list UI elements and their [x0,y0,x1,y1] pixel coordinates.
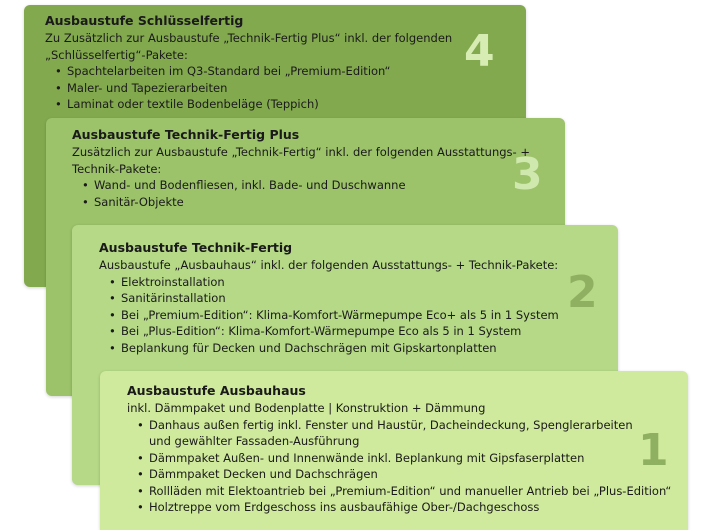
stage-content [72,126,530,210]
list-item: • Sanitär-Objekte [82,194,530,211]
stage-intro-line: „Schlüsselfertig“-Pakete: [45,47,188,62]
stage-item-list [72,177,530,210]
list-item: • Danhaus außen fertig inkl. Fenster und Haustür, Dacheindeckung, Spenglerarbeiten [137,417,671,434]
list-item: • Dämmpaket Decken und Dachschrägen [137,466,671,483]
list-item: • Holztreppe vom Erdgeschoss ins ausbaufähige Ober-/Dachgeschoss [137,499,671,516]
list-item: • Dämmpaket Außen- und Innenwände inkl. Beplankung mit Gipsfaserplatten [137,450,671,467]
stage-card-ausbauhaus [100,371,688,530]
list-item: • Rollläden mit Elektoantrieb bei „Premium-Edition“ und manueller Antrieb bei „Plus-Edition“ [137,483,671,500]
stage-content [99,239,559,356]
stage-content [45,12,452,113]
list-item: • Spachtelarbeiten im Q3-Standard bei „Premium-Edition“ [55,63,452,80]
stage-item-list [99,274,559,357]
list-item: • Bei „Plus-Edition“: Klima-Komfort-Wärmepumpe Eco als 5 in 1 System [109,323,559,340]
stage-title: Ausbaustufe Technik-Fertig [99,240,293,255]
list-item: • Sanitärinstallation [109,290,559,307]
stage-intro-line: Technik-Pakete: [72,161,162,176]
stage-intro-line: Zusätzlich zur Ausbaustufe „Technik-Fertig“ inkl. der folgenden Ausstattungs- + [72,145,530,159]
stage-item-list [127,417,671,516]
stage-title: Ausbaustufe Ausbauhaus [127,383,306,398]
stage-item-list [45,63,452,113]
stage-intro-line: Zu Zusätzlich zur Ausbaustufe „Technik-Fertig Plus“ inkl. der folgenden [45,31,453,45]
list-item: • Laminat oder textile Bodenbeläge (Teppich) [55,96,452,113]
stage-title: Ausbaustufe Schlüsselfertig [45,13,244,28]
stage-number: 2 [567,267,598,318]
list-item-continuation: und gewählter Fassaden-Ausführung [149,434,360,448]
stage-number: 3 [512,149,543,200]
stage-number: 1 [638,425,669,476]
list-item: • Beplankung für Decken und Dachschrägen mit Gipskartonplatten [109,340,559,357]
stage-intro-line: inkl. Dämmpaket und Bodenplatte | Konstruktion + Dämmung [127,401,486,415]
list-item: • Elektroinstallation [109,274,559,291]
list-item: • Wand- und Bodenfliesen, inkl. Bade- und Duschwanne [82,177,530,194]
stage-content [127,382,671,516]
stage-title: Ausbaustufe Technik-Fertig Plus [72,127,300,142]
list-item: • Bei „Premium-Edition“: Klima-Komfort-Wärmepumpe Eco+ als 5 in 1 System [109,307,559,324]
stage-number: 4 [464,26,495,77]
stage-intro-line: Ausbaustufe „Ausbauhaus“ inkl. der folgenden Ausstattungs- + Technik-Pakete: [99,258,559,272]
list-item: • Maler- und Tapezierarbeiten [55,80,452,97]
